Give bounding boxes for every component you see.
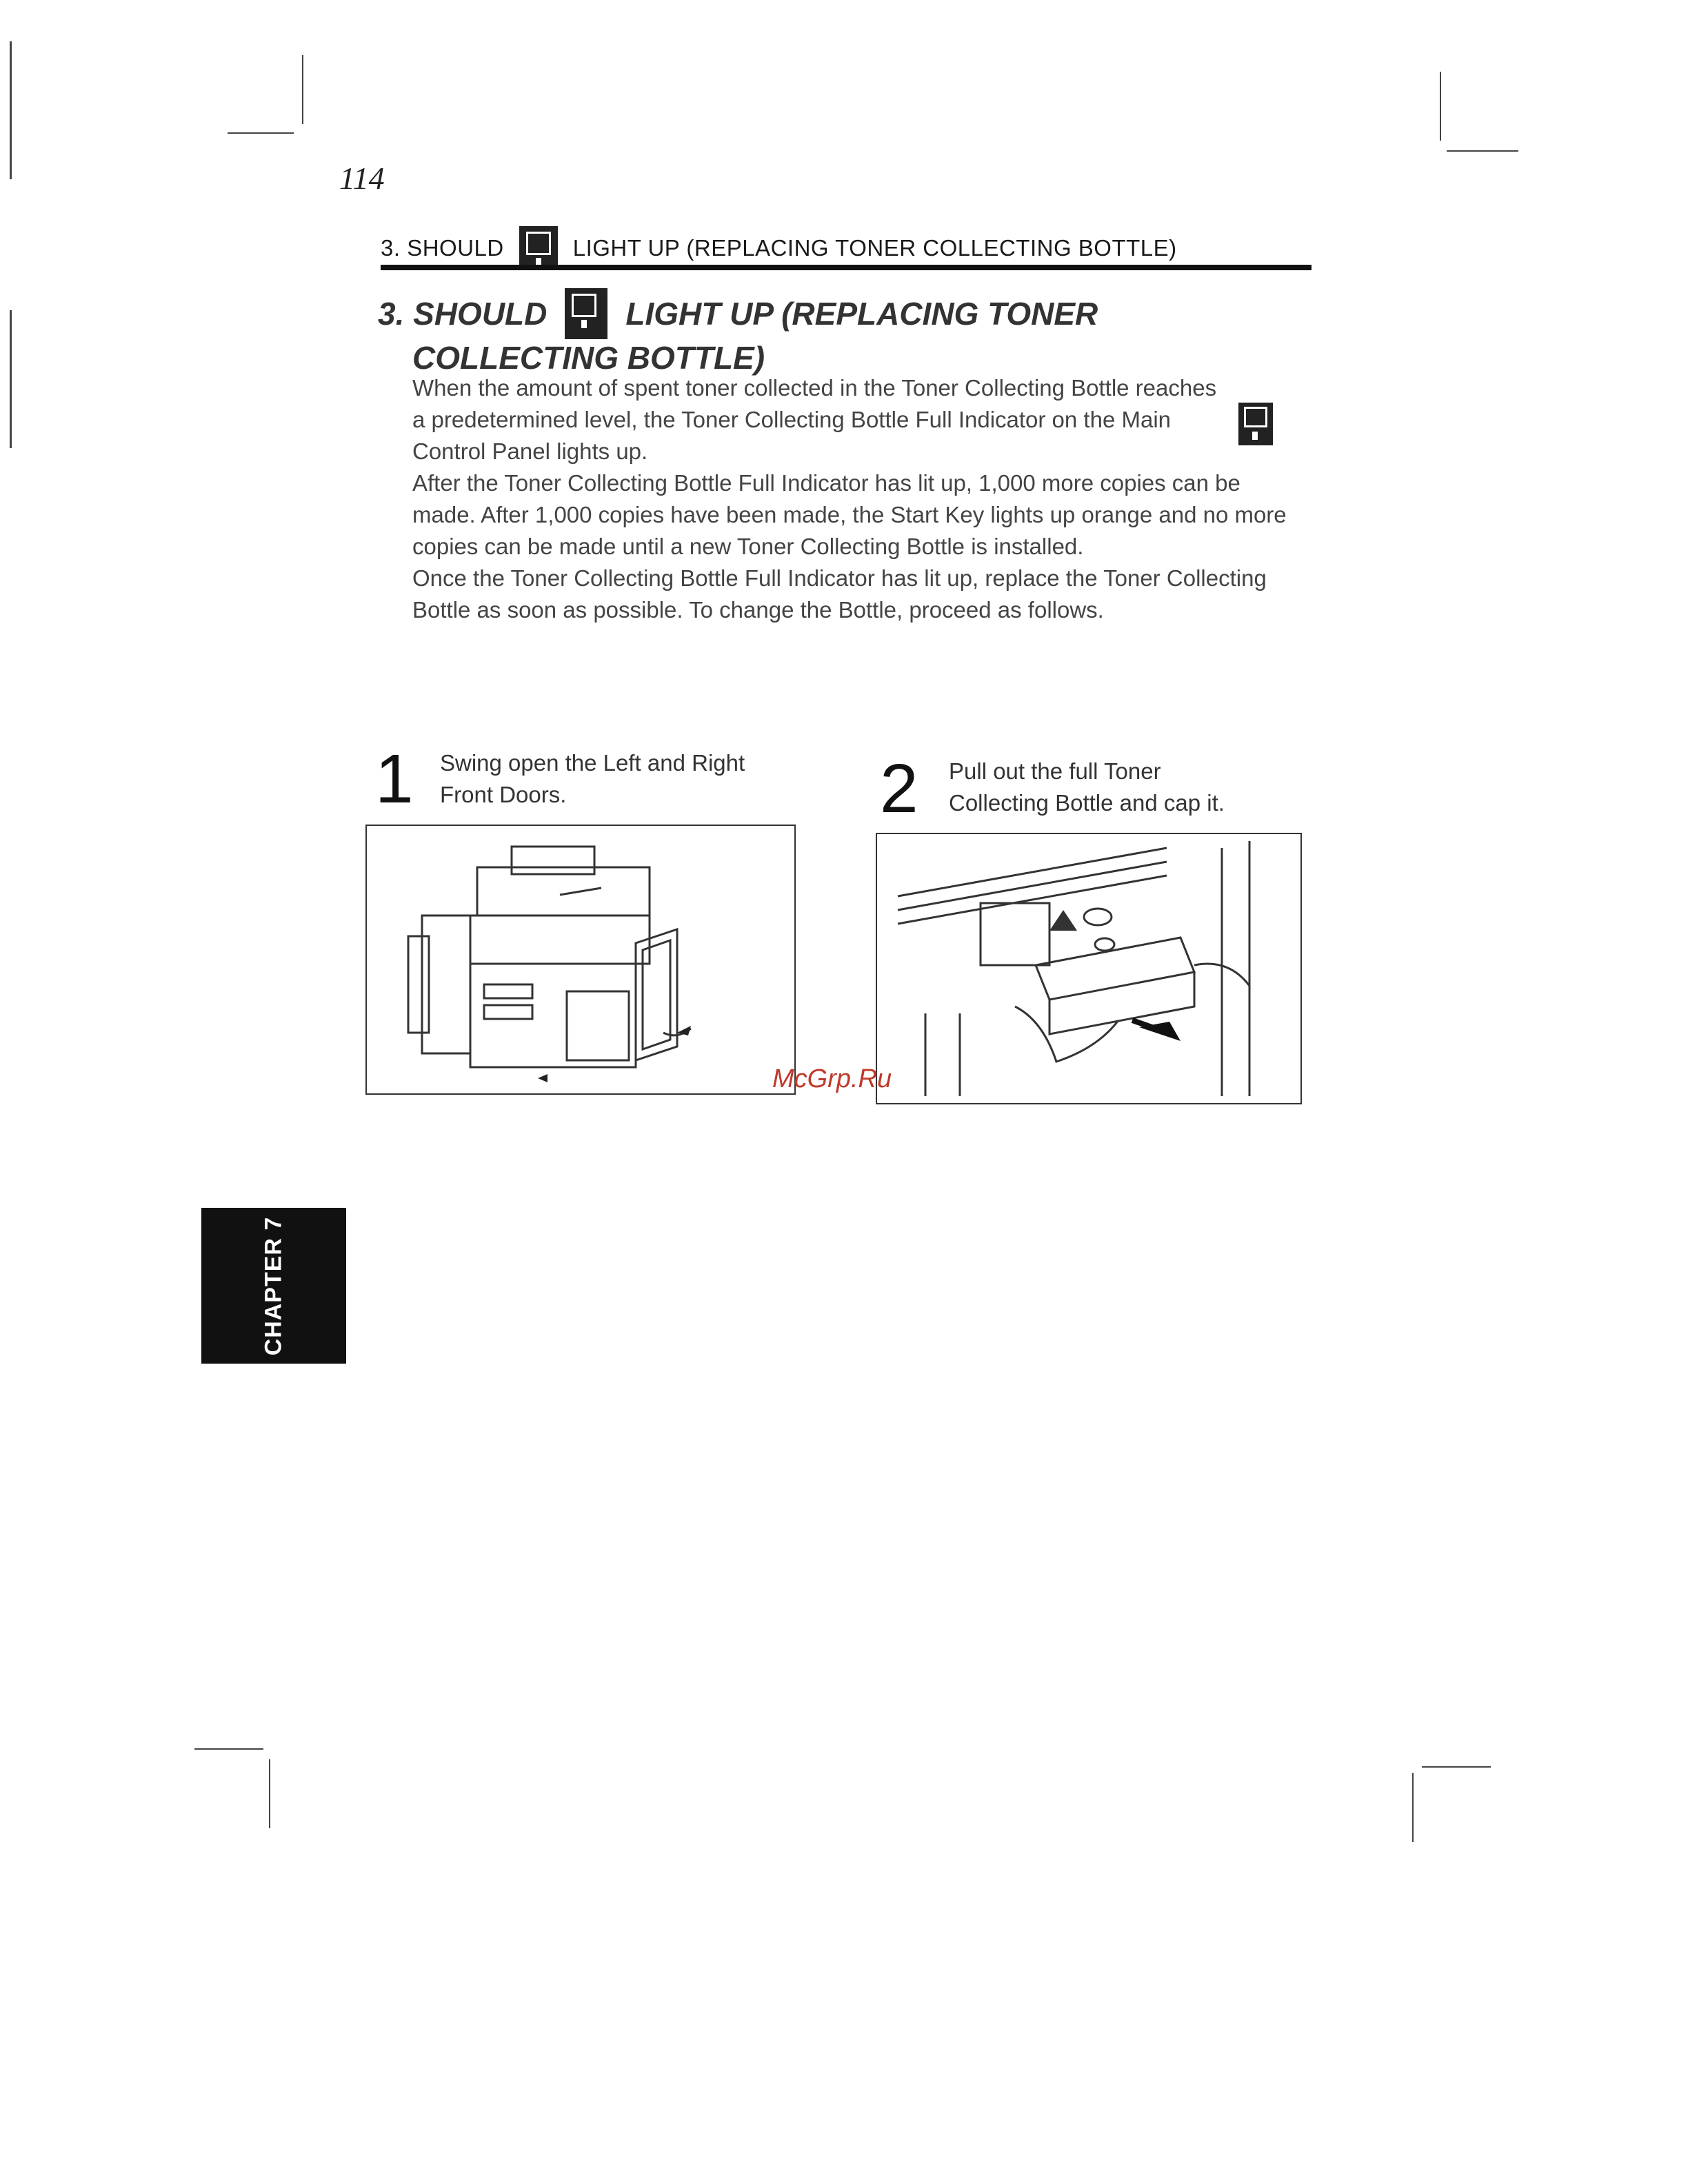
page-number: 114: [339, 161, 385, 196]
step-2-line-1: Pull out the full Toner: [949, 758, 1161, 784]
toner-bottle-full-icon: [519, 226, 558, 270]
section-title: [378, 288, 1274, 376]
crop-mark: [269, 1759, 270, 1828]
step-1-number: 1: [375, 740, 414, 818]
chapter-tab-label: CHAPTER 7: [260, 1216, 287, 1355]
step-2-text: [949, 756, 1225, 819]
crop-mark: [1440, 72, 1441, 141]
step-1-line-2: Front Doors.: [440, 782, 567, 807]
illustration-pull-bottle: [876, 833, 1302, 1104]
toner-bottle-full-icon: [1238, 403, 1273, 445]
toner-bottle-full-icon: [565, 288, 607, 339]
step-1-text: [440, 747, 745, 811]
running-header-suffix: LIGHT UP (REPLACING TONER COLLECTING BOTTLE): [572, 235, 1177, 261]
step-2-line-2: Collecting Bottle and cap it.: [949, 790, 1225, 816]
crop-mark: [10, 41, 12, 179]
toner-bottle-removal-drawing: [877, 834, 1300, 1103]
title-line-2: COLLECTING BOTTLE): [412, 340, 765, 376]
paragraph-1: When the amount of spent toner collected in the Toner Collecting Bottle reaches a predetermined level, the Toner Collecting Bottle Full Indicator on the Main Control Panel lights up.: [412, 375, 1217, 464]
crop-mark: [1422, 1766, 1491, 1768]
header-rule: [381, 265, 1312, 270]
crop-mark: [1412, 1773, 1414, 1842]
running-header-prefix: 3. SHOULD: [381, 235, 504, 261]
body-text: [412, 372, 1302, 626]
chapter-tab: [201, 1208, 346, 1364]
crop-mark: [228, 132, 294, 134]
step-2-number: 2: [880, 750, 918, 827]
crop-mark: [10, 310, 12, 448]
title-prefix: 3. SHOULD: [378, 296, 547, 332]
paragraph-2: After the Toner Collecting Bottle Full Indicator has lit up, 1,000 more copies can be made. After 1,000 copies have been made, the Start Key lights up orange and no more copies can be made until a new Toner Collecting Bottle is installed.: [412, 470, 1287, 559]
crop-mark: [194, 1748, 263, 1750]
crop-mark: [302, 55, 303, 124]
copier-doors-open-drawing: [367, 826, 794, 1093]
illustration-open-doors: [365, 825, 796, 1095]
paragraph-3: Once the Toner Collecting Bottle Full Indicator has lit up, replace the Toner Collecting Bottle as soon as possible. To change the Bottle, proceed as follows.: [412, 565, 1267, 623]
step-1-line-1: Swing open the Left and Right: [440, 750, 745, 776]
watermark-text: McGrp.Ru: [772, 1064, 892, 1093]
crop-mark: [1447, 150, 1518, 152]
title-suffix: LIGHT UP (REPLACING TONER: [625, 296, 1098, 332]
